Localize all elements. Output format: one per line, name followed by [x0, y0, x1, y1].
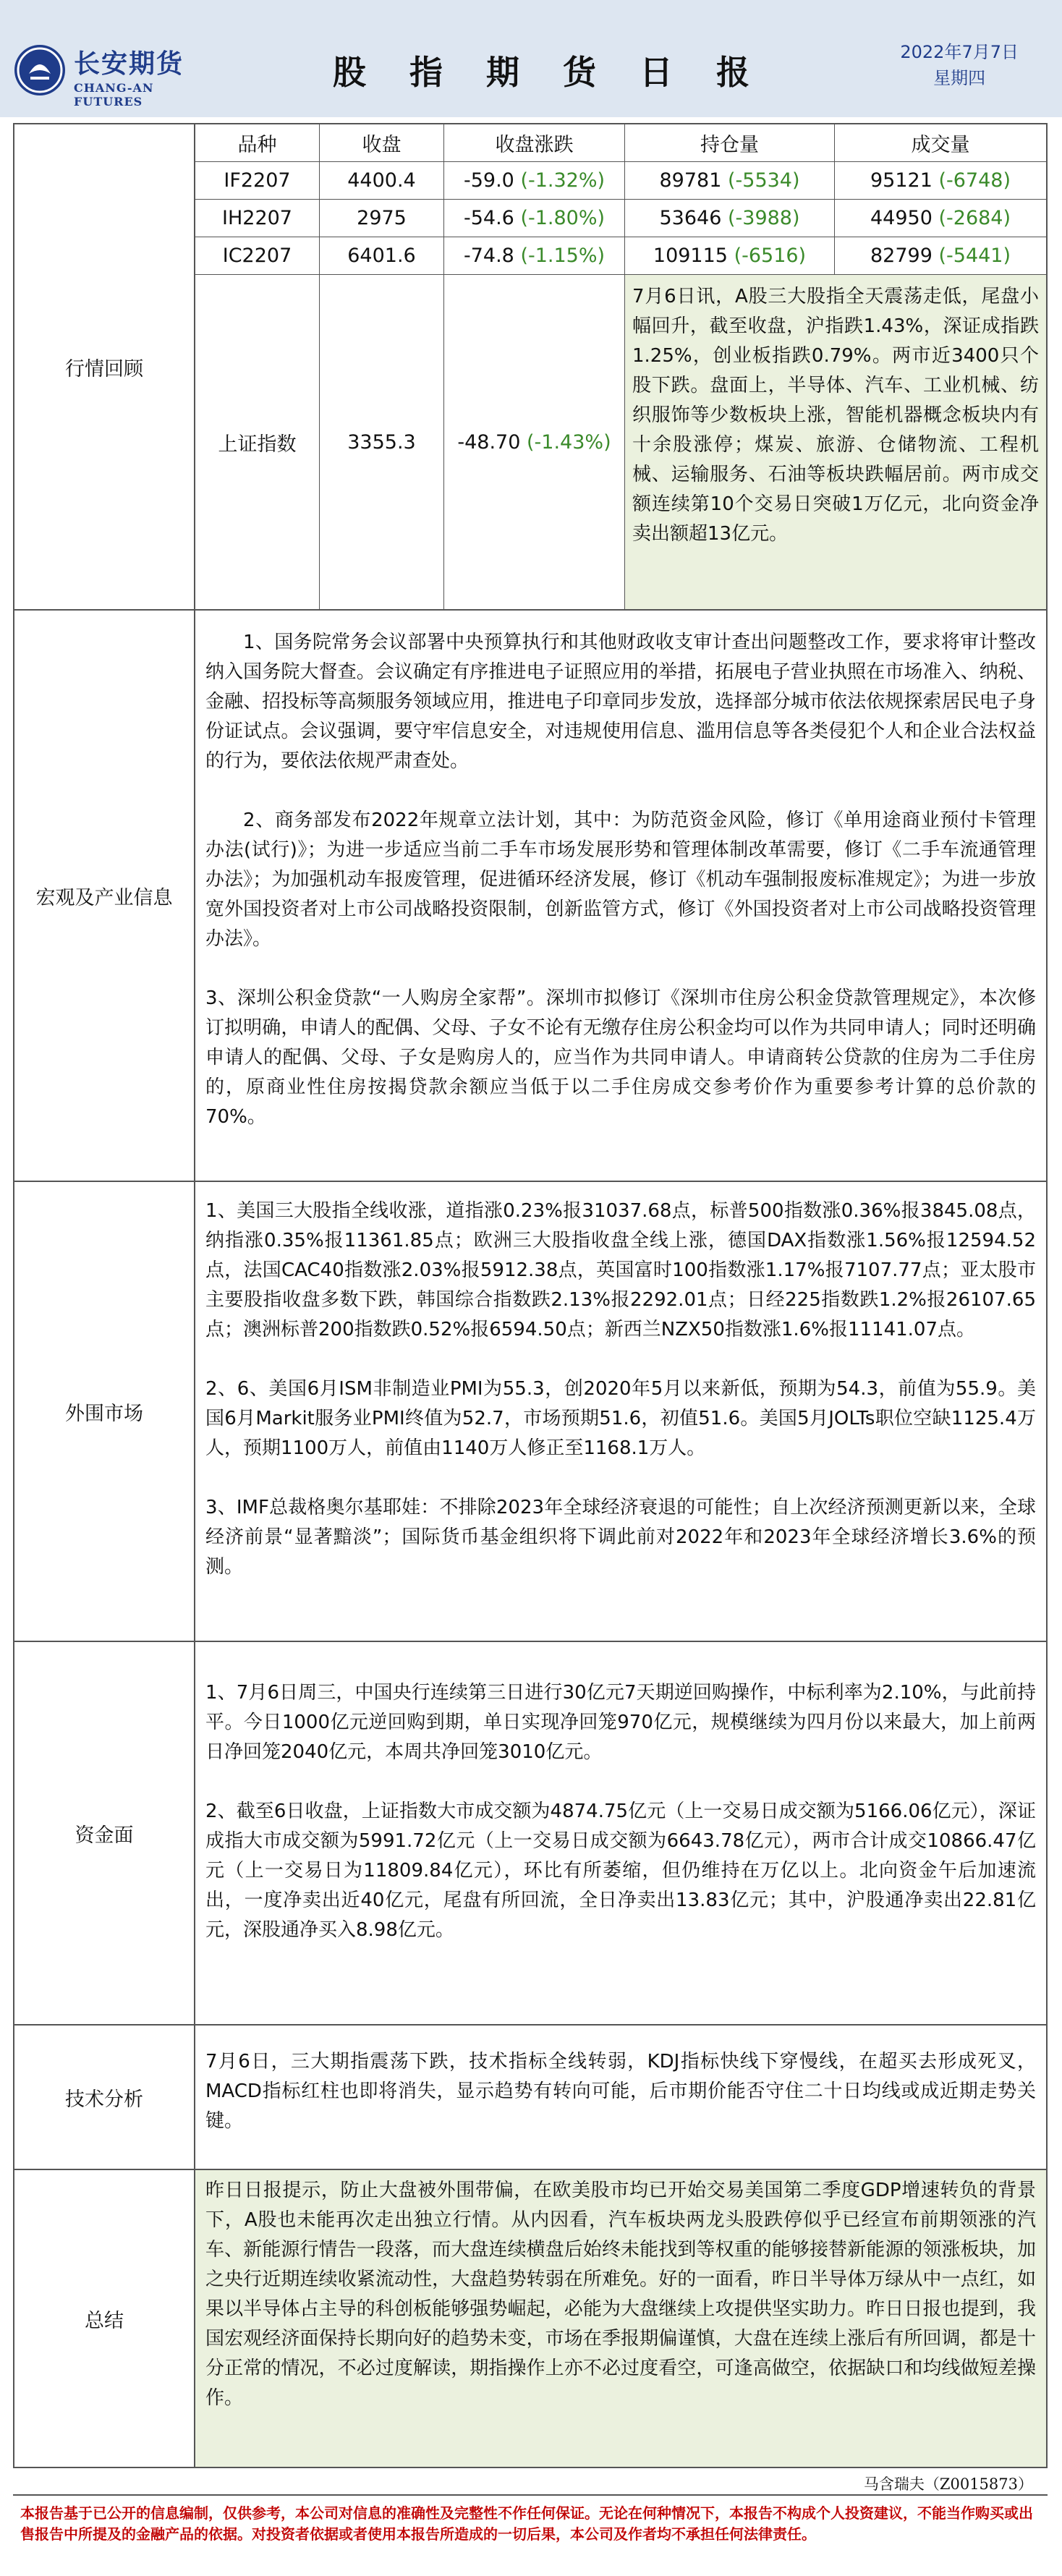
funds-body: [195, 1642, 1046, 2024]
conclusion-text: 昨日日报提示，防止大盘被外围带偏，在欧美股市均已开始交易美国第二季度GDP增速转负的背景下，A股也未能再次走出独立行情。从内因看，汽车板块两龙头股跌停似乎已经宣布前期领涨的汽车、新能源行情告一段落，而大盘连续横盘后始终未能找到等权重的能够接替新能源的领涨板块，加之央行近期连续收紧流动性，大盘趋势转弱在所难免。好的一面看，昨日半导体万绿从中一点红，如果以半导体占主导的科创板能够强势崛起，必能为大盘继续上攻提供坚实助力。昨日日报也提到，我国宏观经济面保持长期向好的趋势未变，市场在季报期偏谨慎，大盘在连续上涨后有所回调，都是十分正常的情况，不必过度解读，期指操作上亦不必过度看空，可逢高做空，依据缺口和均线做短差操作。: [205, 2180, 1036, 2409]
row-product: IF2207: [195, 162, 320, 200]
report-table: [13, 123, 1048, 2468]
change-value: -59.0: [463, 169, 514, 192]
oi-change: (-5534): [727, 169, 800, 192]
header-open-interest: 持仓量: [625, 124, 835, 162]
vol-change: (-2684): [938, 207, 1011, 229]
row-close: 6401.6: [320, 237, 444, 275]
conclusion-body: [195, 2170, 1046, 2467]
vol-value: 82799: [870, 245, 933, 267]
header-volume: 成交量: [835, 124, 1046, 162]
market-grid: [195, 124, 1046, 609]
index-change: [444, 275, 625, 609]
change-value: -54.6: [463, 207, 514, 229]
oi-change: (-3988): [727, 207, 800, 229]
disclaimer-text: 本报告基于已公开的信息编制，仅供参考，本公司对信息的准确性及完整性不作任何保证。无论在何种情况下，本报告不构成个人投资建议，不能当作购买或出售报告中所提及的金融产品的依据。对投资者依据或者使用本报告所造成的一切后果，本公司及作者均不承担任何法律责任。: [13, 2494, 1048, 2572]
index-close: 3355.3: [320, 275, 444, 609]
author-credit: 马含瑞夫（Z0015873）: [863, 2475, 1033, 2493]
conclusion-section: [14, 2170, 1046, 2467]
company-name-cn: 长安期货: [74, 49, 184, 79]
change-value: -74.8: [463, 245, 514, 267]
technical-text: 7月6日，三大期指震荡下跌，技术指标全线转弱，KDJ指标快线下穿慢线，在超买去形成死叉，MACD指标红柱也即将消失，显示趋势有转向可能，后市期价能否守住二十日均线或成近期走势关键。: [205, 2051, 1036, 2132]
header-product: 品种: [195, 124, 320, 162]
section-label-conclusion: 总结: [14, 2170, 195, 2467]
oi-value: 53646: [659, 207, 722, 229]
vol-change: (-5441): [938, 245, 1011, 267]
weekday-text: 星期四: [933, 68, 986, 88]
report-header: [0, 0, 1062, 117]
market-review-section: [14, 124, 1046, 611]
section-label-funds: 资金面: [14, 1642, 195, 2024]
oi-value: 109115: [653, 245, 728, 267]
row-change: [444, 200, 625, 237]
index-name: 上证指数: [195, 275, 320, 609]
change-pct: (-1.80%): [520, 207, 606, 229]
technical-section: [14, 2025, 1046, 2170]
row-change: [444, 237, 625, 275]
section-label-technical: 技术分析: [14, 2025, 195, 2169]
row-volume: [835, 237, 1046, 275]
foreign-section: [14, 1182, 1046, 1642]
technical-body: [195, 2025, 1046, 2169]
market-summary-text: 7月6日讯，A股三大股指全天震荡走低，尾盘小幅回升，截至收盘，沪指跌1.43%，深证成指跌1.25%，创业板指跌0.79%。两市近3400只个股下跌。盘面上，半导体、汽车、工业机械、纺织服饰等少数板块上涨，智能机器概念板块内有十余股涨停；煤炭、旅游、仓储物流、工程机械、运输服务、石油等板块跌幅居前。两市成交额连续第10个交易日突破1万亿元，北向资金净卖出额超13亿元。: [625, 275, 1046, 609]
foreign-paragraph: 2、6、美国6月ISM非制造业PMI为55.3，创2020年5月以来新低，预期为54.3，前值为55.9。美国6月Markit服务业PMI终值为52.7，市场预期51.6，初值51.6。美国5月JOLTs职位空缺1125.4万人，预期1100万人，前值由1140万人修正至1168.1万人。: [205, 1378, 1036, 1459]
index-change-pct: (-1.43%): [527, 430, 611, 454]
row-volume: [835, 162, 1046, 200]
vol-change: (-6748): [938, 169, 1011, 192]
foreign-body: [195, 1182, 1046, 1641]
macro-paragraph: 1、国务院常务会议部署中央预算执行和其他财政收支审计查出问题整改工作，要求将审计整改纳入国务院大督查。会议确定有序推进电子证照应用的举措，拓展电子营业执照在市场准入、纳税、金融、招投标等高频服务领域应用，推进电子印章同步发放，选择部分城市依法依规探索居民电子身份证试点。会议强调，要守牢信息安全，对违规使用信息、滥用信息等各类侵犯个人和企业合法权益的行为，要依法依规严肃查处。: [205, 632, 1036, 772]
report-date: [900, 39, 1019, 91]
macro-body: [195, 611, 1046, 1181]
row-change: [444, 162, 625, 200]
header-change: 收盘涨跌: [444, 124, 625, 162]
vol-value: 95121: [870, 169, 933, 192]
row-volume: [835, 200, 1046, 237]
section-label-macro: 宏观及产业信息: [14, 611, 195, 1181]
row-open-interest: [625, 200, 835, 237]
row-open-interest: [625, 237, 835, 275]
index-change-value: -48.70: [457, 430, 521, 454]
funds-paragraph: 2、截至6日收盘，上证指数大市成交额为4874.75亿元（上一交易日成交额为5166.06亿元），深证成指大市成交额为5991.72亿元（上一交易日成交额为6643.78亿元），两市合计成交10866.47亿元（上一交易日为11809.84亿元），环比有所萎缩，但仍维持在万亿以上。北向资金午后加速流出，一度净卖出近40亿元，尾盘有所回流，全日净卖出13.83亿元；其中，沪股通净卖出22.81亿元，深股通净买入8.98亿元。: [205, 1801, 1036, 1941]
oi-change: (-6516): [734, 245, 807, 267]
change-pct: (-1.32%): [520, 169, 606, 192]
oi-value: 89781: [659, 169, 722, 192]
foreign-paragraph: 1、美国三大股指全线收涨，道指涨0.23%报31037.68点，标普500指数涨0.36%报3845.08点，纳指涨0.35%报11361.85点；欧洲三大股指收盘全线上涨，德国DAX指数涨1.56%报12594.52点，法国CAC40指数涨2.03%报5912.38点，英国富时100指数涨1.17%报7107.77点；亚太股市主要股指收盘多数下跌，韩国综合指数跌2.13%报2292.01点；日经225指数跌1.2%报26107.65点；澳洲标普200指数跌0.52%报6594.50点；新西兰NZX50指数涨1.6%报11141.07点。: [205, 1200, 1036, 1340]
section-label-foreign: 外围市场: [14, 1182, 195, 1641]
logo-emblem-icon: [14, 45, 65, 95]
row-close: 2975: [320, 200, 444, 237]
foreign-paragraph: 3、IMF总裁格奥尔基耶娃：不排除2023年全球经济衰退的可能性；自上次经济预测更新以来，全球经济前景“显著黯淡”；国际货币基金组织将下调此前对2022年和2023年全球经济增长3.6%的预测。: [205, 1497, 1036, 1578]
row-open-interest: [625, 162, 835, 200]
row-product: IH2207: [195, 200, 320, 237]
funds-paragraph: 1、7月6日周三，中国央行连续第三日进行30亿元7天期逆回购操作，中标利率为2.10%，与此前持平。今日1000亿元逆回购到期，单日实现净回笼970亿元，规模继续为四月份以来最大，加上前两日净回笼2040亿元，本周共净回笼3010亿元。: [205, 1682, 1036, 1763]
change-pct: (-1.15%): [520, 245, 606, 267]
macro-section: [14, 611, 1046, 1182]
row-product: IC2207: [195, 237, 320, 275]
macro-paragraph: 2、商务部发布2022年规章立法计划，其中：为防范资金风险，修订《单用途商业预付卡管理办法(试行)》；为进一步适应当前二手车市场发展形势和管理体制改革需要，修订《二手车流通管理办法》；为加强机动车报废管理，促进循环经济发展，修订《机动车强制报废标准规定》；为进一步放宽外国投资者对上市公司战略投资限制，创新监管方式，修订《外国投资者对上市公司战略投资管理办法》。: [205, 809, 1036, 950]
row-close: 4400.4: [320, 162, 444, 200]
vol-value: 44950: [870, 207, 933, 229]
report-title: 股 指 期 货 日 报: [333, 53, 766, 92]
date-text: 2022年7月7日: [900, 42, 1019, 62]
header-close: 收盘: [320, 124, 444, 162]
macro-paragraph: 3、深圳公积金贷款“一人购房全家帮”。深圳市拟修订《深圳市住房公积金贷款管理规定》，本次修订拟明确，申请人的配偶、父母、子女不论有无缴存住房公积金均可以作为共同申请人；同时还明确申请人的配偶、父母、子女是购房人的，应当作为共同申请人。申请商转公贷款的住房为二手住房的，原商业性住房按揭贷款余额应当低于以二手住房成交参考价作为重要参考计算的总价款的70%。: [205, 987, 1036, 1128]
section-label-market: 行情回顾: [14, 124, 195, 609]
company-name-en: CHANG-AN FUTURES: [74, 81, 154, 109]
funds-section: [14, 1642, 1046, 2025]
company-logo: [9, 36, 197, 116]
